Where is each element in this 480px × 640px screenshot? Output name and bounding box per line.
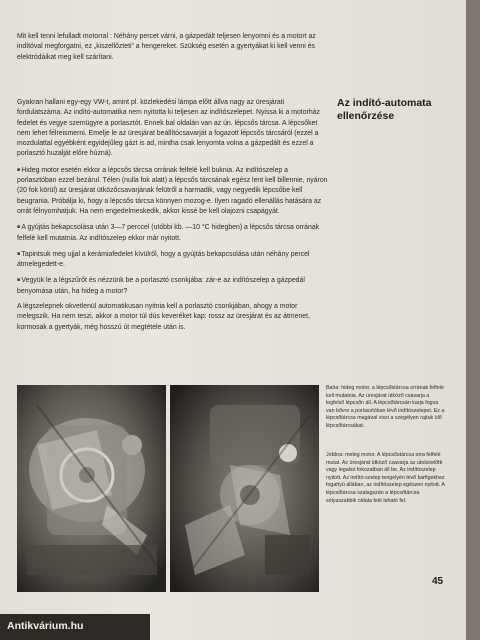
paragraph-final: A légszelepnek okvetlenül automatikusan nyitnia kell a porlasztó csonkjában, ahogy a motor melegszik. Ha nem teszi, akkor a motor túl dús keveréket kap: rossz az üresjárat és az átmenet, kormosak a gyertyák, még hosszú út megtétele után is. xyxy=(17,303,310,331)
caption-right-photo: Jobbra: meleg motor. A lépcsőstárcsa orra felfelé mutat. Az üresjárat ütköző csavarja az utolsóelőtti vagy legalsó fokozatban áll be. Az indítószelep nyitott. Az indító-szelep tengelyén lévő karfigekhez fogattyú állában, az indítószelep egészen nyitott. A lépcsőtárcsa szalagszán a lépcsőtárcsa sólyaszabbik oldala felé leható fel. xyxy=(326,452,445,504)
intro-paragraph xyxy=(17,32,329,68)
page-number: 45 xyxy=(432,576,444,587)
watermark xyxy=(0,614,150,640)
carburetor-photo-left xyxy=(17,385,166,592)
paragraph-1: Gyakran hallani egy-egy VW-t, amint pl. közlekedési lámpa előtt állva nagy az üresjárati fordulatszáma. Az indító-automatika nem nyitotta ki teljesen az indítószelepet. Nyissa ki a motorház fedelet és vegye szemügyre a porlasztót. Ennek bal oldalán van az ún. lépcsős tárcsa. A lépcsőket nem lehet félreismerni. Emelje le az üresjárat beállítócsavarját a fogazott lépcsős tárcsáról (ezzel a mozdulattal egyébként egyidejűleg gázt is ad, mintha csak lenyomta volna a gázpedált és ezzel a porlasztó huzalját előre húzná). xyxy=(17,99,320,158)
carburetor-photo-icon xyxy=(17,385,166,592)
bullet-paragraph-2: ■ A gyújtás bekapcsolása után 3—7 perccel (utóbbi kb. —10 °C hidegben) a lépcsős tárcsa orrának felfelé kell mutatnia. Az indítószelep ekkor már nyitott. xyxy=(17,222,329,244)
bullet-paragraph-3: ■ Tapintsuk meg ujjal a kerámiafedelet kívülről, hogy a gyújtás bekapcsolása után néhány percel átmelegedett-e. xyxy=(17,249,329,271)
intro-text: Mit kell tenni lefulladt motorral : Néhány percet várni, a gázpedált teljesen lenyomni és a motort az indítóval megforgatni, ez „kiszellőzteti” a hengereket. Szükség esetén a gyertyákat ki kell venni és elektródáikat meg kell szárítani. xyxy=(17,33,316,61)
carburetor-photo-icon xyxy=(170,385,319,592)
page-edge xyxy=(466,0,480,640)
carburetor-photo-right xyxy=(170,385,319,592)
section-body xyxy=(17,98,329,338)
watermark-text: Antikvárium.hu xyxy=(7,620,84,632)
caption-left-photo: Balra: hideg motor, a lépcsőstárcsa orrának felfelé kell mutatnia. Az üresjárat ütköző csavarja a legfelső lépcsőn áll. A lépcsőtárcsán karja fogva van bővre a porlasztóban lévő indítószelepet. Ez a lépcsőtárcsa magával viszi a szegélyen rajtuk ülő lépcsőtárcsákat. xyxy=(326,385,445,429)
bullet-paragraph-1: ■ Hideg motor esetén ekkor a lépcsős tárcsa orrának felfelé kell buknia. Az indítószelep a porlasztóban ezzel bezárul. Télen (nulla fok alatt) a lépcsős tárcsának egész lent kell billennie, nyáron (20 fok körül) az üresjárat ütközőcsavarjának felütről a harmadik, vagy negyedik lépcsőbe kell beugrania. Próbálja ki, hogy a lépcsős tárcsa könnyen mozog-e. Ilyen ragadó ellenállás hatására az orrát félnyomhatjuk. Ha nem engedelmeskedik, akkor kissé be kell olajozni csapágyát. xyxy=(17,165,329,217)
section-heading: Az indító-automata ellenőrzése xyxy=(337,97,432,122)
bullet-paragraph-4: ■ Vegyük le a légszűrőt és nézzünk be a porlasztó csonkjába: zár-e az indítószelep a gázpedál benyomása után, ha hideg a motor? xyxy=(17,275,329,297)
